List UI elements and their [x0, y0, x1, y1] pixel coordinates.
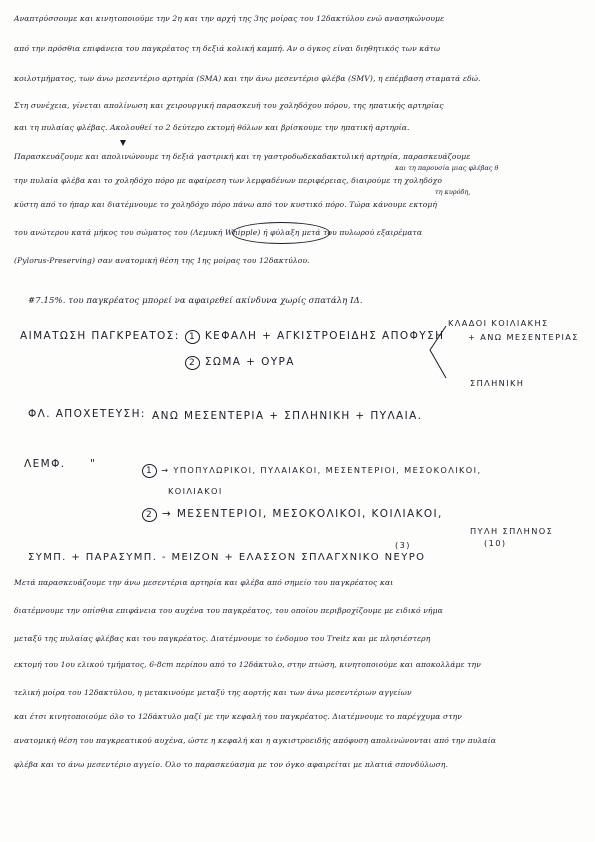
venous-label: ΦΛ. ΑΠΟΧΕΤΕΥΣΗ: — [28, 408, 146, 420]
branch-bracket-icon — [426, 322, 448, 382]
whipple-oval-mark — [232, 222, 330, 244]
lymph-item-2 — [142, 508, 443, 522]
lymph-item-2-text: → ΜΕΣΕΝΤΕΡΙΟΙ, ΜΕΣΟΚΟΛΙΚΟΙ, ΚΟΙΛΙΑΚΟΙ, — [161, 508, 443, 520]
para3-line-6: και έτσι κινητοποιούμε όλο το 12δάκτυλο μαζί με την κεφαλή του παγκρέατος. Διατέμνουμε το παρέγχυμα στην — [14, 712, 462, 721]
number-1-badge: 1 — [185, 330, 200, 344]
lymph-number-2-badge: 2 — [142, 508, 157, 522]
para3-line-8: φλέβα και το άνω μεσεντέριο αγγείο. Όλο το παρασκεύασμα με τον όγκο αφαιρείται με πλατιά σπονδύλωση. — [14, 760, 448, 769]
para2-line-4: του ανώτερου κατά μήκος του σώματος του (Λεμυκή Whipple) ή φύλαξη μετά του πυλωρού εξαιρέματα — [14, 228, 423, 237]
lymph-ditto: " — [90, 458, 97, 470]
venous-text: ΑΝΩ ΜΕΣΕΝΤΕΡΙΑ + ΣΠΛΗΝΙΚΗ + ΠΥΛΑΙΑ. — [152, 410, 423, 422]
branch-b: + ΑΝΩ ΜΕΣΕΝΤΕΡΙΑΣ — [468, 332, 579, 342]
para3-line-1: Μετά παρασκευάζουμε την άνω μεσεντέρια αρτηρία και φλέβα από σημείο του παγκρέατος και — [14, 578, 394, 587]
para3-line-3: μεταξύ της πυλαίας φλέβας και του παγκρέατος. Διατέμνουμε το ένδομυο του Treitz και με πλησιέστερη — [14, 634, 431, 643]
insert-arrow-icon — [120, 140, 126, 146]
lymph-item-1-text: → ΥΠΟΠΥΛΩΡΙΚΟΙ, ΠΥΛΑΙΑΚΟΙ, ΜΕΣΕΝΤΕΡΙΟΙ, ΜΕΣΟΚΟΛΙΚΟΙ, — [161, 465, 482, 475]
blood-supply-label: ΑΙΜΑΤΩΣΗ ΠΑΓΚΡΕΑΤΟΣ: — [20, 330, 180, 342]
lymph-num-10: (10) — [484, 538, 507, 548]
para2-insert-top: και τη παρουσία μιας φλέβας θ — [395, 164, 499, 172]
para3-line-4: εκτομή του 1ου ελικού τμήματος, 6-8cm περίπου από το 12δάκτυλο, στην πτώση, κινητοποιούμε και αποκολλάμε την — [14, 660, 481, 669]
lymph-number-1-badge: 1 — [142, 464, 157, 478]
para1-line-4: Στη συνέχεια, γίνεται απολίνωση και χειρουργική παρασκευή του χοληδόχου πόρου, της ηπατικής αρτηρίας — [14, 101, 444, 110]
para2-line-3: κύστη από το ήπαρ και διατέμνουμε το χοληδόχο πόρο πάνω από τον κυστικό πόρο. Τώρα κάνουμε εκτομή — [14, 200, 438, 209]
para2-line-2: την πυλαία φλέβα και το χοληδόχο πόρο με αφαίρεση των λεμφαδένων περιφέρειας, διαιρούμε τη χοληδόχο — [14, 176, 443, 185]
para1-line-1: Αναπτρύσσουμε και κινητοποιούμε την 2η και την αρχή της 3ης μοίρας του 12δακτύλου ενώ ανασηκώνουμε — [14, 14, 445, 23]
para3-line-7: ανατομική θέση του παγκρεατικού αυχένα, ώστε η κεφαλή και η αγκιστροειδής απόφυση απολινώνονται από την πυλαία — [14, 736, 496, 745]
para2-insert-mid: τη κυρόδη, — [435, 188, 471, 196]
lymph-label: ΛΕΜΦ. — [24, 458, 66, 470]
para2-line-1: Παρασκευάζουμε και απολινώνουμε τη δεξιά γαστρική και τη γαστροδωδεκαδακτυλική αρτηρία, παρασκευάζουμε — [14, 152, 471, 161]
para1-line-5: και τη πυλαίας φλέβας. Ακολουθεί το 2 δεύτερο εκτομή θόλων και βρίσκουμε την ηπατική αρτηρία. — [14, 123, 410, 132]
para1-line-2: από την πρόσθια επιφάνεια του παγκρέατος τη δεξιά κολική καμπή. Αν ο όγκος είναι διηθητικός των κάτω — [14, 44, 441, 53]
blood-supply-item-2-text: ΣΩΜΑ + ΟΥΡΑ — [204, 356, 295, 368]
lymph-item-1 — [142, 464, 481, 478]
lymph-num-3: (3) — [395, 540, 411, 550]
para3-line-5: τελική μοίρα του 12δακτύλου, η μετακινούμε μεταξύ της αορτής και των άνω μεσεντέριων αγγείων — [14, 688, 412, 697]
number-2-badge: 2 — [185, 356, 200, 370]
branch-a: ΚΛΑΔΟΙ ΚΟΙΛΙΑΚΗΣ — [448, 318, 549, 328]
lymph-item-1-cont: ΚΟΙΛΙΑΚΟΙ — [168, 486, 223, 496]
blood-supply-item-2 — [185, 356, 295, 370]
lymph-item-2-tail: ΠΥΛΗ ΣΠΛΗΝΟΣ — [470, 526, 554, 536]
para3-line-2: διατέμνουμε την οπίσθια επιφάνεια του αυχένα του παγκρέατος, του οποίου περιβροχίζουμε με ειδικό νήμα — [14, 606, 443, 615]
para2-line-5: (Pylorus-Preserving) σαν ανατομική θέση της 1ης μοίρας του 12δακτύλου. — [14, 256, 310, 265]
blood-supply-item-1-text: ΚΕΦΑΛΗ + ΑΓΚΙΣΤΡΟΕΙΔΗΣ ΑΠΟΦΥΣΗ — [204, 330, 445, 342]
blood-supply-item-1 — [185, 330, 444, 344]
branch-c: ΣΠΛΗΝΙΚΗ — [470, 378, 525, 388]
nerve-supply-line: ΣΥΜΠ. + ΠΑΡΑΣΥΜΠ. - ΜΕΙΖΟΝ + ΕΛΑΣΣΟΝ ΣΠΛΑΓΧΝΙΚΟ ΝΕΥΡΟ — [28, 552, 426, 563]
para1-line-3: κοιλοτμήματος, των άνω μεσεντέριο αρτηρία (SMA) και την άνω μεσεντέριο φλέβα (SMV), η επέμβαση σταματά εδώ. — [14, 74, 481, 83]
note-line: #7.15%. του παγκρέατος μπορεί να αφαιρεθεί ακίνδυνα χωρίς σπατάλη ΙΔ. — [28, 296, 363, 306]
